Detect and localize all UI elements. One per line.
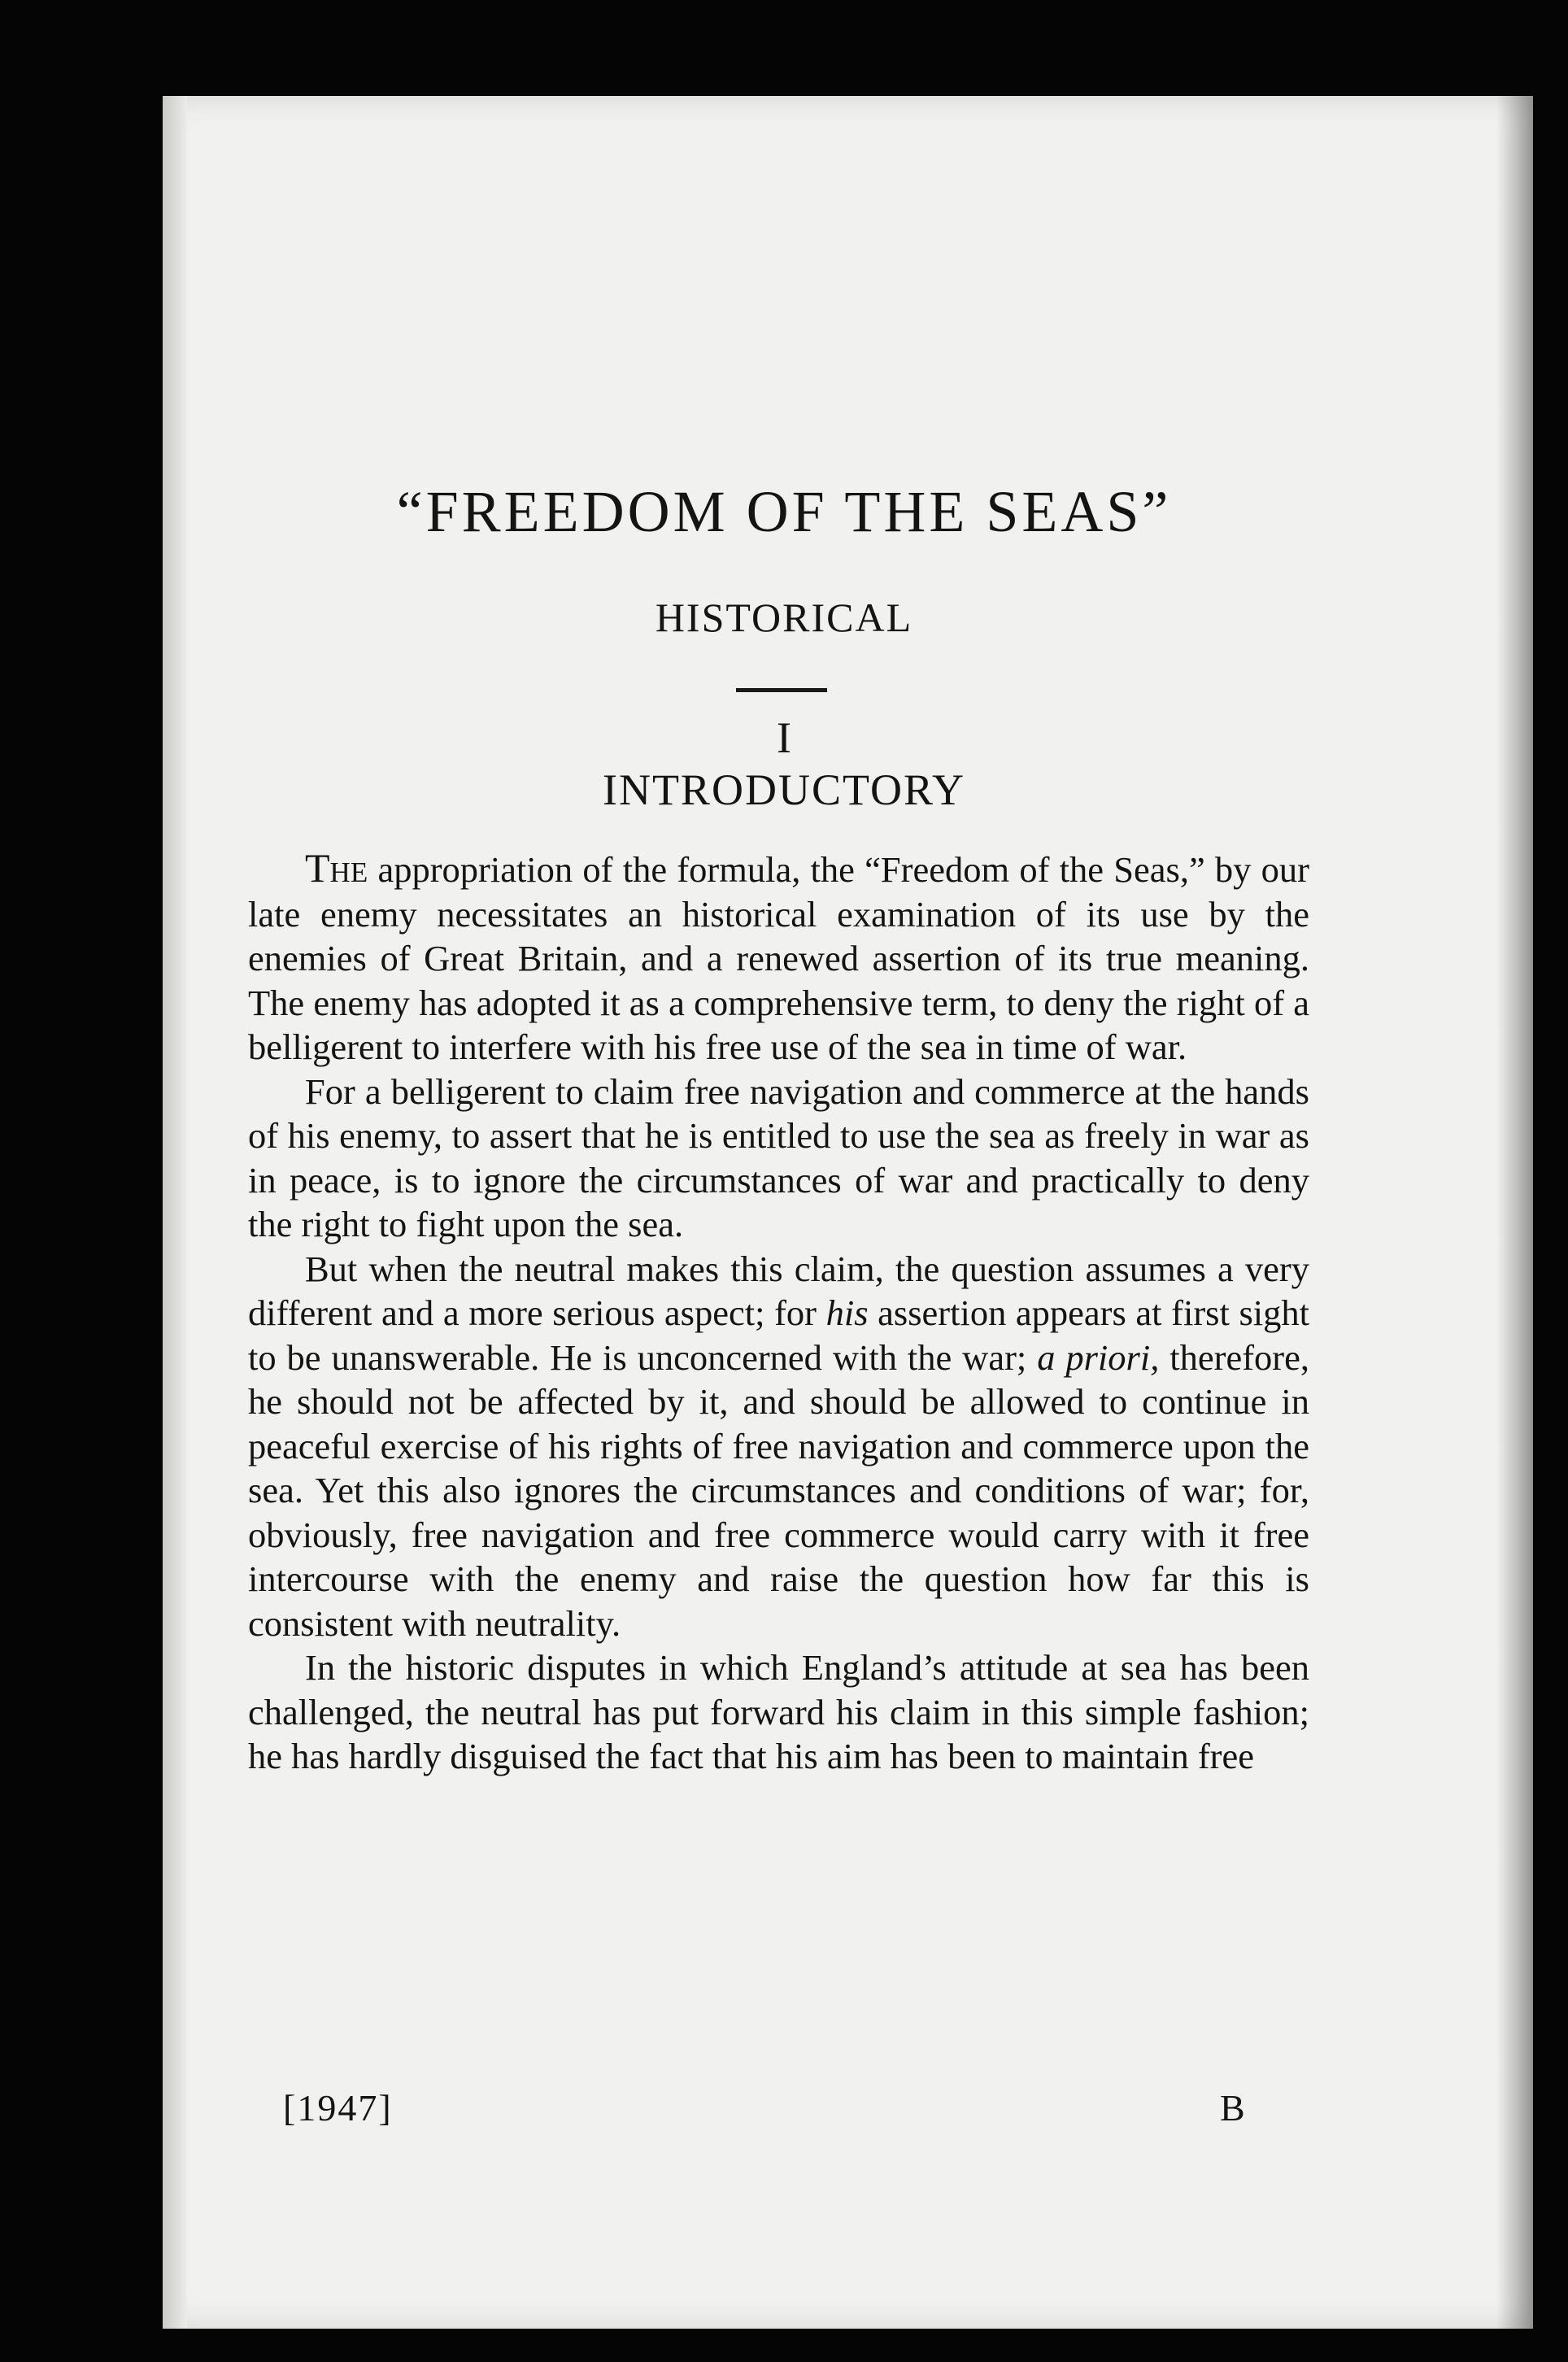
paragraph-1 xyxy=(248,846,1309,1070)
gathering-letter: B xyxy=(1220,2087,1245,2129)
printer-signature: [1947] xyxy=(283,2087,393,2129)
paragraph-lead-word: The xyxy=(305,845,368,891)
body-text xyxy=(248,846,1309,1779)
section-divider xyxy=(736,688,827,692)
page-subtitle: HISTORICAL xyxy=(655,595,913,640)
paragraph-4: In the historic disputes in which England’s attitude at sea has been challenged, the neutral has put forward his claim in this simple fashion; he has hardly disguised the fact that his aim has been to maintain free xyxy=(248,1647,1309,1776)
paragraph-2: For a belligerent to claim free navigation and commerce at the hands of his enemy, to assert that he is entitled to use the sea as freely in war as in peace, is to ignore the circumstances of war and practically to deny the right to fight upon the sea. xyxy=(248,1070,1309,1244)
chapter-number: I xyxy=(777,713,791,762)
page-edge-shadow xyxy=(1496,96,1533,2329)
page-gutter-shadow xyxy=(163,96,187,2329)
italic-text: his xyxy=(825,1292,869,1333)
italic-text: a priori, xyxy=(1037,1336,1160,1378)
paragraph-text: therefore, he should not be affected by it, and should be allowed to continue in peaceful exercise of his rights of free navigation and commerce upon the sea. Yet this also ignores the circumstances and conditions of war; for, obviously, free navigation and free commerce would carry with it free intercourse with the enemy and raise the question how far this is consistent with neutrality. xyxy=(248,1336,1309,1644)
paragraph-text: appropriation of the formula, the “Freedom of the Seas,” by our late enemy necessitates an historical examination of its use by the enemies of Great Britain, and a renewed assertion of its true meaning. The enemy has adopted it as a comprehensive term, to deny the right of a belligerent to interfere with his free use of the sea in time of war. xyxy=(248,849,1309,1067)
paragraph-text: assertion appears at first sight to be unanswerable. He is unconcerned with the war; xyxy=(248,1292,1309,1378)
page-title: “FREEDOM OF THE SEAS” xyxy=(396,479,1172,544)
chapter-title: INTRODUCTORY xyxy=(602,765,966,814)
paragraph-text: But when the neutral makes this claim, the question assumes a very different and a more serious aspect; for xyxy=(248,1248,1309,1333)
paragraph-3 xyxy=(248,1247,1309,1646)
